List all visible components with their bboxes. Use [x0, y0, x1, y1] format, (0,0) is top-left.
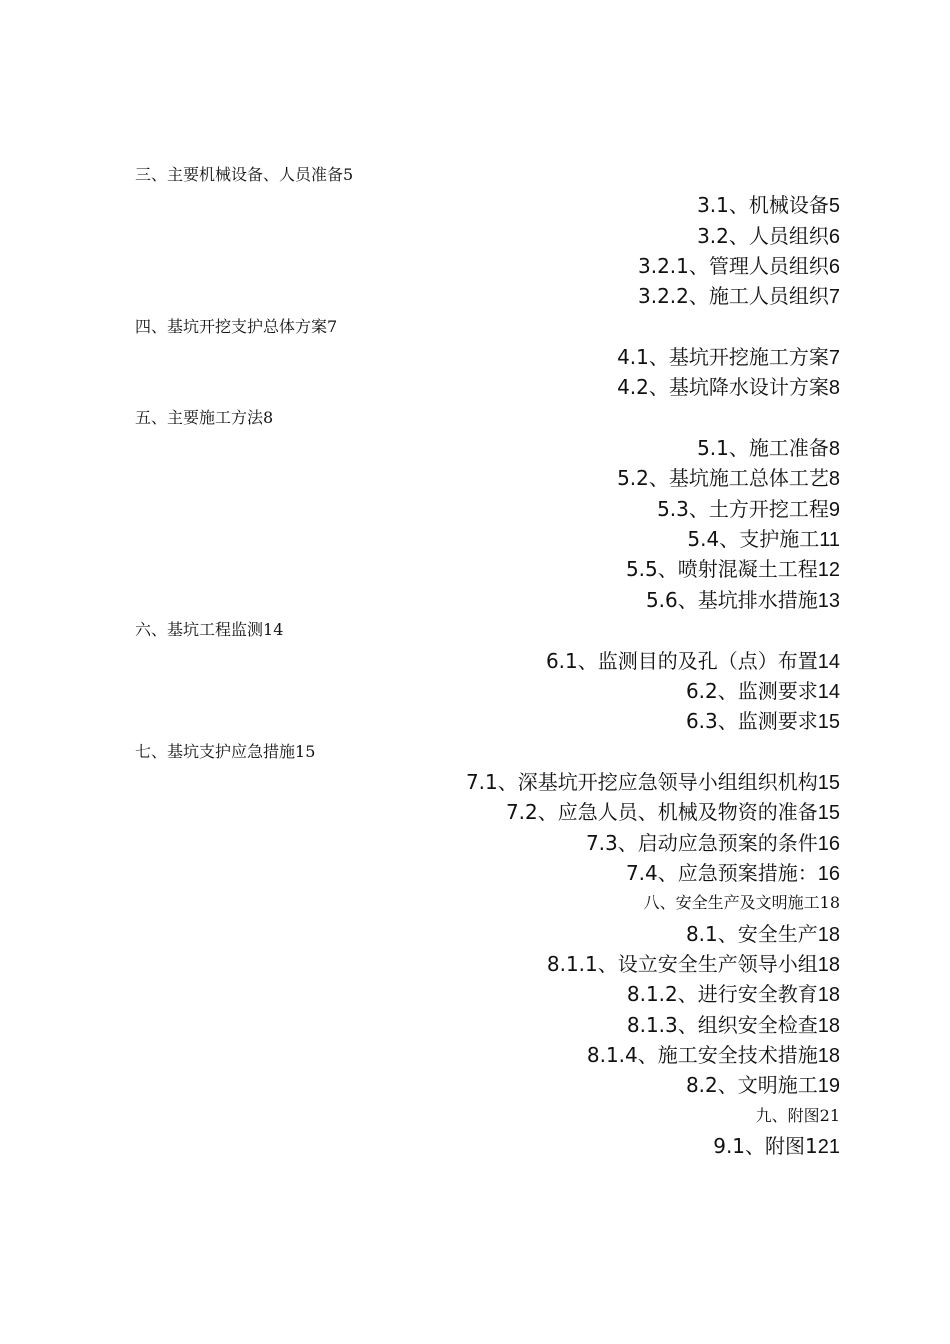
toc-entry-page-number: 21: [817, 1136, 840, 1158]
toc-entry[interactable]: [135, 281, 840, 311]
toc-entry-title: 3.1、机械设备: [697, 193, 829, 218]
toc-entry[interactable]: [135, 706, 840, 736]
toc-entry-page-number: 18: [817, 984, 840, 1007]
toc-entry[interactable]: [135, 190, 840, 220]
toc-entry[interactable]: [135, 1131, 840, 1161]
toc-entry[interactable]: [135, 858, 840, 888]
toc-entry-page-number: 11: [819, 529, 840, 552]
toc-entry-page-number: 15: [817, 711, 840, 734]
toc-entry-title: 5.1、施工准备: [697, 436, 829, 461]
toc-entry-page-number: 14: [817, 680, 840, 703]
toc-entry-title: 8.1.4、施工安全技术措施: [586, 1042, 818, 1067]
toc-entry-title: 4.1、基坑开挖施工方案: [617, 345, 829, 370]
toc-entry-title: 6.1、监测目的及孔（点）布置: [545, 648, 818, 673]
toc-entry[interactable]: [135, 797, 840, 827]
toc-entry[interactable]: [135, 251, 840, 281]
toc-entry-page-number: 15: [817, 802, 840, 825]
toc-entry-page-number: 13: [817, 589, 840, 612]
toc-entry-title: 4.2、基坑降水设计方案: [617, 375, 829, 400]
toc-entry-title: 6.2、监测要求: [685, 678, 818, 703]
toc-entry[interactable]: [135, 1101, 840, 1131]
toc-entry-title: 六、基坑工程监测: [135, 620, 264, 640]
toc-entry-title: 3.2.1、管理人员组织: [637, 254, 829, 279]
toc-entry-title: 6.3、监测要求: [685, 709, 818, 734]
toc-entry-page-number: 14: [817, 650, 840, 673]
toc-entry-page-number: 7: [828, 347, 840, 370]
toc-entry-title: 9.1、附图1: [713, 1134, 818, 1158]
toc-entry[interactable]: [135, 342, 840, 372]
toc-entry[interactable]: [135, 494, 840, 524]
toc-entry-page-number: 18: [817, 1044, 840, 1067]
toc-entry[interactable]: [135, 463, 840, 493]
toc-entry[interactable]: [135, 585, 840, 615]
toc-entry-title: 8.1.1、设立安全生产领导小组: [546, 951, 818, 976]
toc-entry-title: 7.1、深基坑开挖应急领导小组组织机构: [465, 769, 818, 794]
toc-entry-page-number: 6: [828, 225, 840, 248]
toc-entry-page-number: 19: [817, 1075, 840, 1098]
toc-entry[interactable]: [135, 221, 840, 251]
toc-entry-title: 八、安全生产及文明施工: [643, 893, 820, 913]
toc-entry[interactable]: [135, 767, 840, 797]
toc-entry-page-number: 6: [828, 256, 840, 279]
toc-entry-title: 九、附图: [755, 1105, 820, 1125]
toc-entry-page-number: 7: [327, 316, 338, 336]
toc-entry[interactable]: [135, 554, 840, 584]
toc-entry-title: 5.4、支护施工: [687, 527, 820, 552]
toc-entry-title: 5.3、土方开挖工程: [657, 496, 829, 521]
toc-entry[interactable]: [135, 828, 840, 858]
toc-entry-title: 5.2、基坑施工总体工艺: [617, 466, 829, 491]
toc-entry-title: 七、基坑支护应急措施: [135, 741, 296, 761]
toc-entry-title: 四、基坑开挖支护总体方案: [135, 316, 328, 336]
toc-entry[interactable]: [135, 979, 840, 1009]
toc-entry-page-number: 15: [295, 741, 316, 761]
toc-entry[interactable]: [135, 433, 840, 463]
toc-entry-page-number: 8: [828, 438, 840, 461]
toc-entry-page-number: 14: [263, 620, 284, 640]
toc-entry-page-number: 8: [828, 377, 840, 400]
toc-entry-title: 8.1.3、组织安全检查: [626, 1012, 818, 1037]
toc-entry-page-number: 18: [817, 953, 840, 976]
toc-entry[interactable]: [135, 919, 840, 949]
toc-entry-page-number: 8: [263, 407, 274, 427]
toc-entry-title: 3.2、人员组织: [697, 223, 829, 248]
toc-entry[interactable]: [135, 615, 840, 645]
toc-entry-page-number: 5: [828, 195, 840, 218]
toc-entry-page-number: 18: [817, 923, 840, 946]
toc-entry[interactable]: [135, 524, 840, 554]
toc-entry-page-number: 9: [828, 498, 840, 521]
toc-entry[interactable]: [135, 646, 840, 676]
table-of-contents: [135, 160, 840, 1161]
toc-entry[interactable]: [135, 676, 840, 706]
toc-entry-page-number: 5: [343, 165, 354, 184]
toc-entry-title: 三、主要机械设备、人员准备: [135, 165, 344, 184]
toc-entry-title: 五、主要施工方法: [135, 407, 264, 427]
toc-entry-title: 7.2、应急人员、机械及物资的准备: [505, 800, 818, 825]
toc-entry[interactable]: [135, 1070, 840, 1100]
toc-entry-page-number: 18: [817, 1014, 840, 1037]
toc-entry-title: 8.1.2、进行安全教育: [626, 982, 818, 1007]
toc-entry[interactable]: [135, 1040, 840, 1070]
toc-entry[interactable]: [135, 949, 840, 979]
toc-entry-title: 3.2.2、施工人员组织: [637, 284, 829, 309]
toc-entry[interactable]: [135, 312, 840, 342]
toc-entry[interactable]: [135, 1010, 840, 1040]
toc-entry[interactable]: [135, 403, 840, 433]
toc-entry-title: 5.6、基坑排水措施: [645, 587, 818, 612]
toc-entry[interactable]: [135, 888, 840, 918]
toc-entry[interactable]: [135, 737, 840, 767]
toc-entry-title: 8.2、文明施工: [685, 1073, 818, 1098]
toc-entry-page-number: 12: [817, 559, 840, 582]
toc-entry[interactable]: [135, 160, 840, 190]
toc-entry-page-number: 16: [817, 832, 840, 855]
toc-entry-title: 7.4、应急预案措施：: [625, 860, 818, 885]
toc-entry-page-number: 7: [828, 286, 840, 309]
toc-entry-page-number: 18: [819, 893, 840, 913]
toc-entry-title: 7.3、启动应急预案的条件: [585, 830, 818, 855]
toc-entry[interactable]: [135, 372, 840, 402]
toc-entry-page-number: 16: [817, 862, 840, 885]
toc-entry-title: 5.5、喷射混凝土工程: [625, 557, 818, 582]
toc-entry-page-number: 21: [819, 1105, 840, 1125]
toc-entry-title: 8.1、安全生产: [685, 921, 818, 946]
toc-entry-page-number: 15: [817, 771, 840, 794]
toc-entry-page-number: 8: [828, 468, 840, 491]
